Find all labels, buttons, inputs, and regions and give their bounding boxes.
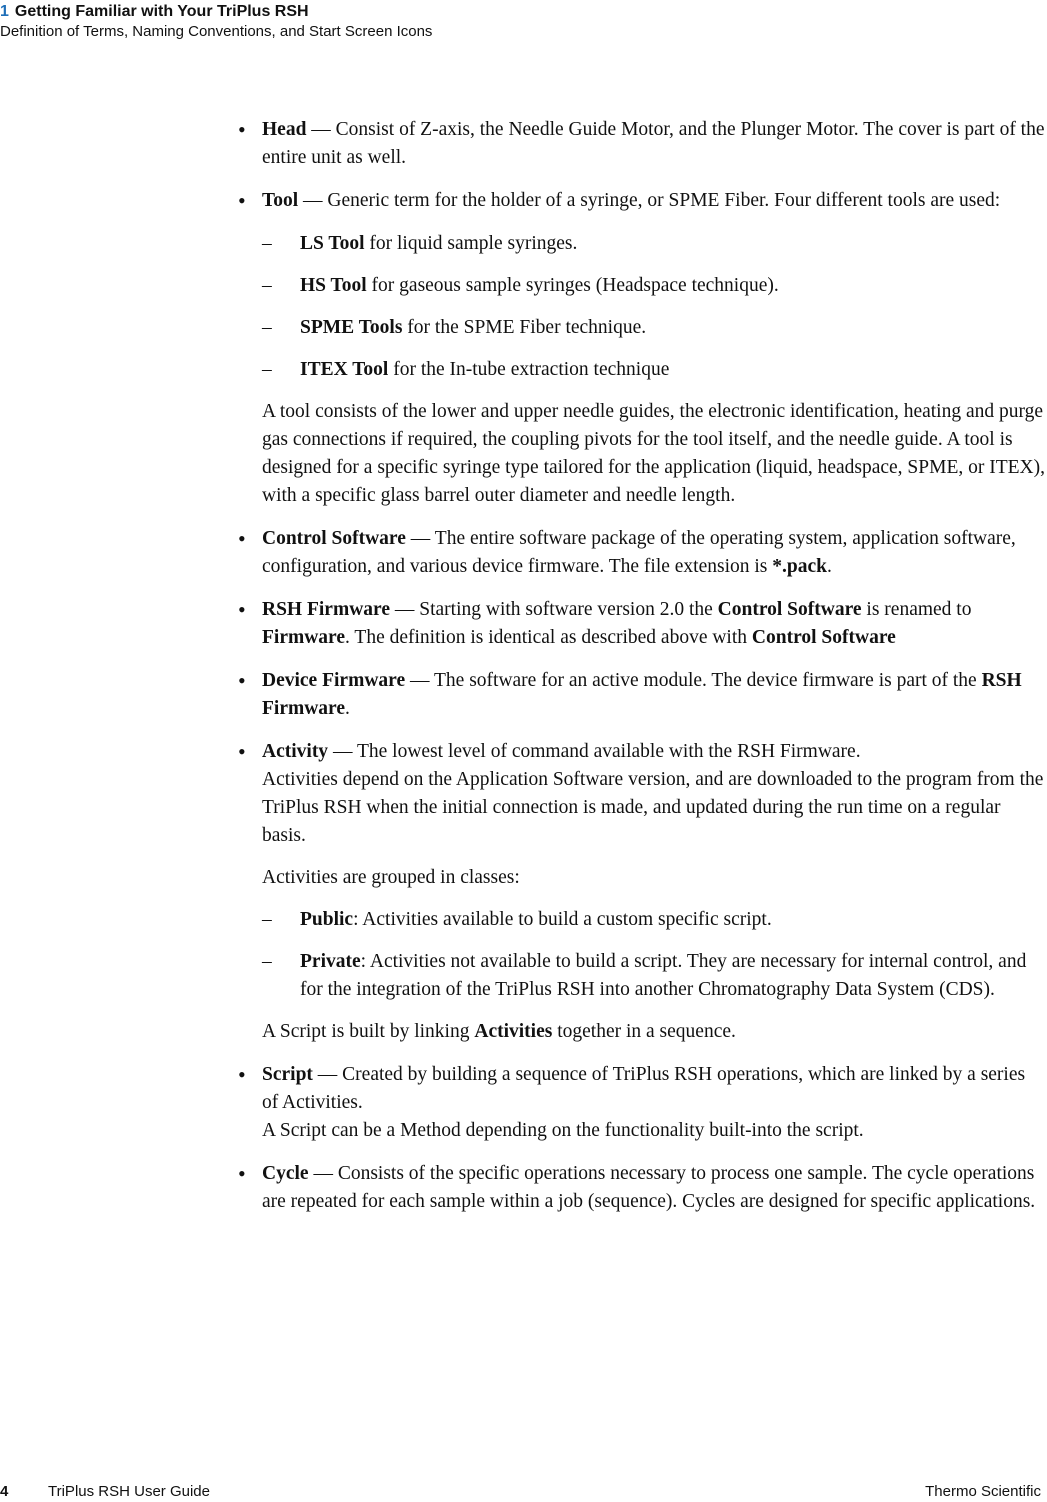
activity-script-note bbox=[234, 1018, 1046, 1046]
term-first-line bbox=[262, 1061, 1046, 1117]
note-text: A Script is built by linking bbox=[262, 1021, 475, 1042]
bullet-icon: • bbox=[238, 597, 246, 622]
bullet-icon: • bbox=[238, 188, 246, 213]
page-header bbox=[0, 2, 432, 42]
sub-text: for liquid sample syringes. bbox=[364, 233, 578, 254]
term-device-firmware bbox=[234, 667, 1046, 723]
term-definition: — Generic term for the holder of a syringe, or SPME Fiber. Four different tools are used: bbox=[298, 190, 1001, 211]
term-label: Script bbox=[262, 1064, 313, 1085]
term-script bbox=[234, 1061, 1046, 1145]
sub-item-hs-tool bbox=[234, 272, 1046, 300]
term-definition: — Consists of the specific operations necessary to process one sample. The cycle operations are repeated for each sample within a job (sequence). Cycles are designed for specific applications. bbox=[262, 1163, 1036, 1212]
chapter-number: 1 bbox=[0, 3, 9, 20]
file-extension: *.pack bbox=[772, 556, 828, 577]
term-reference: Control Software bbox=[751, 627, 896, 648]
bullet-icon: • bbox=[238, 1161, 246, 1186]
dash-icon: – bbox=[262, 233, 272, 254]
sub-term: ITEX Tool bbox=[300, 359, 389, 380]
page-footer bbox=[0, 1482, 1047, 1502]
sub-text: for the SPME Fiber technique. bbox=[402, 317, 647, 338]
sub-item-spme-tools bbox=[234, 314, 1046, 342]
term-head bbox=[234, 116, 1046, 172]
sub-text: for gaseous sample syringes (Headspace technique). bbox=[366, 275, 779, 296]
bullet-icon: • bbox=[238, 526, 246, 551]
term-label: Head bbox=[262, 119, 307, 140]
sub-term: HS Tool bbox=[300, 275, 367, 296]
term-reference: Control Software bbox=[717, 599, 862, 620]
sub-term: Private bbox=[300, 951, 361, 972]
term-reference: Activities bbox=[474, 1021, 553, 1042]
term-reference: Firmware bbox=[262, 627, 346, 648]
term-label: RSH Firmware bbox=[262, 599, 390, 620]
term-label: Control Software bbox=[262, 528, 406, 549]
sub-item-private bbox=[234, 948, 1046, 1004]
sub-item-ls-tool bbox=[234, 230, 1046, 258]
term-definition: — The entire software package of the operating system, application software, configuration, and various device firmware. The file extension is bbox=[262, 528, 1016, 577]
dash-icon: – bbox=[262, 275, 272, 296]
chapter-heading bbox=[0, 2, 432, 22]
sub-text: : Activities not available to build a script. They are necessary for internal control, and for the integration of the TriPlus RSH into another Chromatography Data System (CDS). bbox=[300, 951, 1027, 1000]
dash-icon: – bbox=[262, 317, 272, 338]
bullet-icon: • bbox=[238, 1062, 246, 1087]
bullet-icon: • bbox=[238, 668, 246, 693]
activity-classes-intro: Activities are grouped in classes: bbox=[262, 867, 520, 888]
term-definition: — Consist of Z-axis, the Needle Guide Motor, and the Plunger Motor. The cover is part of the entire unit as well. bbox=[262, 119, 1045, 168]
sub-text: : Activities available to build a custom specific script. bbox=[353, 909, 772, 930]
term-definition: is renamed to bbox=[861, 599, 972, 620]
term-continuation: A Script can be a Method depending on the functionality built-into the script. bbox=[262, 1120, 864, 1141]
tool-description: A tool consists of the lower and upper needle guides, the electronic identification, heating and purge gas connections if required, the coupling pivots for the tool itself, and the needle guide. A tool is designed for a specific syringe type tailored for the application (liquid, headspace, SPME, or ITEX), with a specific glass barrel outer diameter and needle length. bbox=[262, 401, 1046, 506]
bullet-icon: • bbox=[238, 739, 246, 764]
term-reference: RSH Firmware bbox=[262, 670, 1022, 719]
term-tool bbox=[234, 187, 1046, 215]
term-label: Cycle bbox=[262, 1163, 309, 1184]
term-label: Activity bbox=[262, 741, 329, 762]
punctuation: . bbox=[827, 556, 832, 577]
term-definition: — Starting with software version 2.0 the bbox=[390, 599, 718, 620]
chapter-title: Getting Familiar with Your TriPlus RSH bbox=[14, 3, 309, 20]
term-definition: . The definition is identical as described above with bbox=[345, 627, 752, 648]
company-name: Thermo Scientific bbox=[925, 1483, 1041, 1500]
bullet-icon: • bbox=[238, 117, 246, 142]
term-definition: — The lowest level of command available with the RSH Firmware. bbox=[328, 741, 861, 762]
sub-term: SPME Tools bbox=[300, 317, 403, 338]
punctuation: . bbox=[345, 698, 350, 719]
main-content bbox=[234, 116, 1046, 1231]
dash-icon: – bbox=[262, 951, 272, 972]
sub-item-itex-tool bbox=[234, 356, 1046, 384]
note-text: together in a sequence. bbox=[552, 1021, 736, 1042]
term-first-line bbox=[262, 738, 1046, 766]
sub-term: Public bbox=[300, 909, 354, 930]
page-number: 4 bbox=[0, 1483, 9, 1500]
term-continuation: Activities depend on the Application Software version, and are downloaded to the program from the TriPlus RSH when the initial connection is made, and updated during the run time on a regular basis. bbox=[262, 769, 1044, 846]
term-cycle bbox=[234, 1160, 1046, 1216]
term-rsh-firmware bbox=[234, 596, 1046, 652]
term-control-software bbox=[234, 525, 1046, 581]
term-label: Tool bbox=[262, 190, 299, 211]
sub-text: for the In-tube extraction technique bbox=[388, 359, 670, 380]
guide-title: TriPlus RSH User Guide bbox=[48, 1483, 210, 1500]
dash-icon: – bbox=[262, 909, 272, 930]
term-activity bbox=[234, 738, 1046, 850]
sub-item-public bbox=[234, 906, 1046, 934]
sub-term: LS Tool bbox=[300, 233, 365, 254]
term-definition: — Created by building a sequence of TriPlus RSH operations, which are linked by a series of Activities. bbox=[262, 1064, 1026, 1113]
term-label: Device Firmware bbox=[262, 670, 406, 691]
section-title: Definition of Terms, Naming Conventions, and Start Screen Icons bbox=[0, 23, 433, 40]
term-definition: — The software for an active module. The device firmware is part of the bbox=[405, 670, 982, 691]
dash-icon: – bbox=[262, 359, 272, 380]
